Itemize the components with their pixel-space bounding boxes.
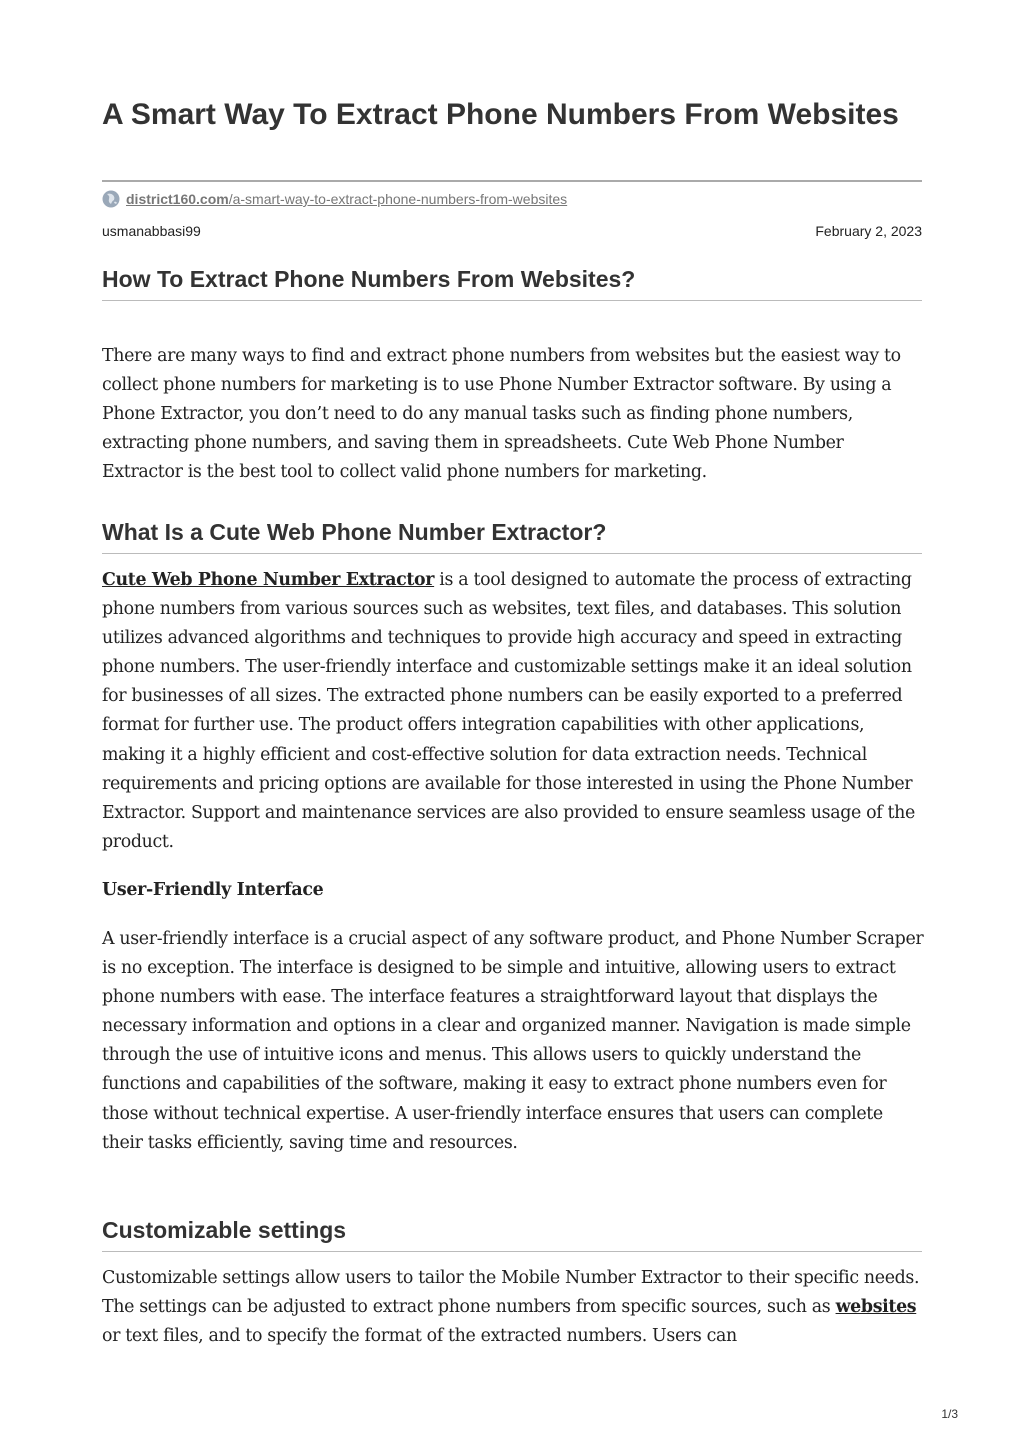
publish-date: February 2, 2023 [815,223,922,239]
page-title: A Smart Way To Extract Phone Numbers From Websites [102,98,899,131]
source-domain: district160.com [126,191,229,207]
paragraph-user-friendly: A user-friendly interface is a crucial aspect of any software product, and Phone Number Scraper is no exception. The interface is designed to be simple and intuitive, allowing users to extract phone numbers with ease. The interface features a straightforward layout that displays the necessary information and options in a clear and organized manner. Navigation is made simple through the use of intuitive icons and menus. This allows users to quickly understand the functions and capabilities of the software, making it easy to extract phone numbers even for those without technical expertise. A user-friendly interface ensures that users can complete their tasks efficiently, saving time and resources. [102,929,924,1153]
customizable-text-end: or text files, and to specify the format of the extracted numbers. Users can [102,1326,737,1347]
cute-web-extractor-link[interactable]: Cute Web Phone Number Extractor [102,570,435,590]
section-paragraph-how-to: There are many ways to find and extract phone numbers from websites but the easiest way to collect phone numbers for marketing is to use Phone Number Extractor software. By using a Phone Extractor, you don’t need to do any manual tasks such as finding phone numbers, extracting phone numbers, and saving them in spreadsheets. Cute Web Phone Number Extractor is the best tool to collect valid phone numbers for marketing. [102,346,901,483]
section-paragraph-customizable [102,1264,924,1351]
page-number: 1/3 [941,1407,958,1421]
section-heading-customizable: Customizable settings [102,1215,922,1252]
websites-link[interactable]: websites [835,1297,917,1318]
source-path: /a-smart-way-to-extract-phone-numbers-from-websites [228,191,568,207]
what-is-text: is a tool designed to automate the process of extracting phone numbers from various sources such as websites, text files, and databases. This solution utilizes advanced algorithms and techniques to provide high accuracy and speed in extracting phone numbers. The user-friendly interface and customizable settings make it an ideal solution for businesses of all sizes. The extracted phone numbers can be easily exported to a preferred format for further use. The product offers integration capabilities with other applications, making it a highly efficient and cost-effective solution for data extraction needs. Technical requirements and pricing options are available for those interested in using the Phone Number Extractor. Support and maintenance services are also provided to ensure seamless usage of the product. [102,570,915,852]
subheading-user-friendly: User-Friendly Interface [102,880,324,900]
source-link[interactable] [126,191,567,207]
section-paragraph-what-is [102,566,924,857]
section-heading-how-to: How To Extract Phone Numbers From Websites? [102,264,922,301]
globe-icon [102,190,120,208]
section-heading-what-is: What Is a Cute Web Phone Number Extractor? [102,517,922,554]
customizable-text-start: Customizable settings allow users to tailor the Mobile Number Extractor to their specific needs. The settings can be adjusted to extract phone numbers from specific sources, such as [102,1268,920,1318]
author: usmanabbasi99 [102,223,201,239]
source-line [102,190,567,208]
title-divider [102,180,922,182]
meta-row [102,223,922,239]
